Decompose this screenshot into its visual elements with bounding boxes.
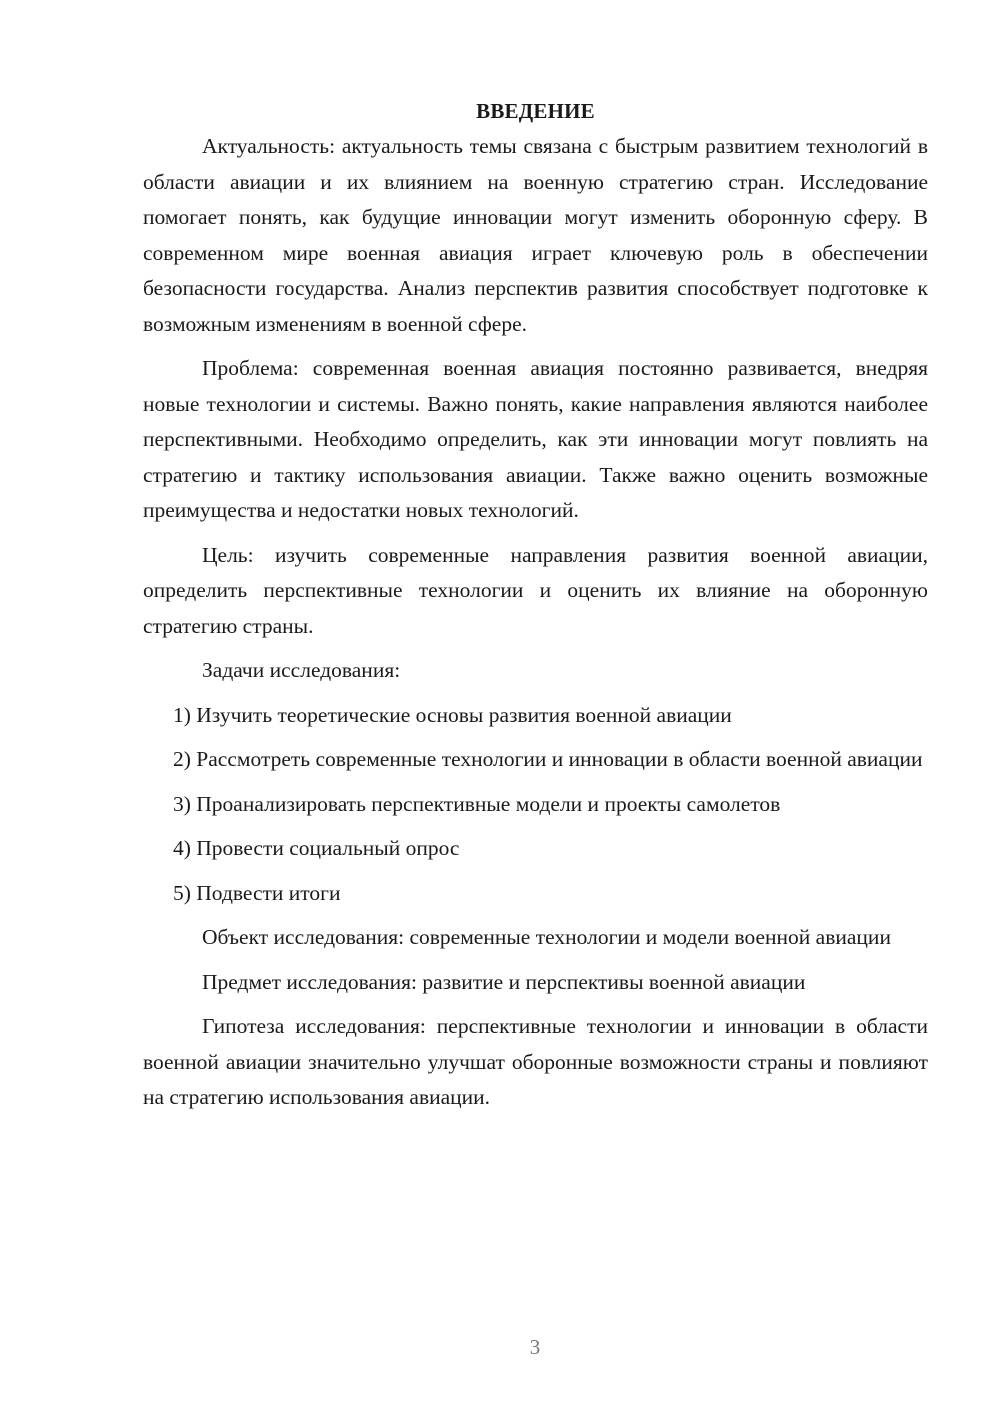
paragraph-subject: Предмет исследования: развитие и перспективы военной авиации [202,969,806,994]
task-item-3: 3) Проанализировать перспективные модели и проекты самолетов [173,791,781,816]
paragraph-goal: Цель: изучить современные направления развития военной авиации, определить перспективные технологии и оценить их влияние на оборонную стратегию страны. [143,542,928,638]
task-item-1: 1) Изучить теоретические основы развития военной авиации [173,702,732,727]
paragraph-relevance: Актуальность: актуальность темы связана с быстрым развитием технологий в области авиации и их влиянием на военную стратегию стран. Исследование помогает понять, как будущие инновации могут изменить оборонную сферу. В современном мире военная авиация играет ключевую роль в обеспечении безопасности государства. Анализ перспектив развития способствует подготовке к возможным изменениям в военной сфере. [143,134,928,336]
task-item-2: 2) Рассмотреть современные технологии и инновации в области военной авиации [173,747,923,771]
paragraph-tasks-title: Задачи исследования: [202,658,401,682]
task-item-4: 4) Провести социальный опрос [173,836,460,860]
document-body [143,94,928,1125]
task-item-5: 5) Подвести итоги [173,880,341,905]
section-heading: ВВЕДЕНИЕ [476,99,595,123]
paragraph-hypothesis: Гипотеза исследования: перспективные технологии и инновации в области военной авиации значительно улучшат оборонные возможности страны и повлияют на стратегию использования авиации. [143,1014,928,1109]
paragraph-object: Объект исследования: современные технологии и модели военной авиации [202,925,891,949]
page-number: 3 [529,1335,541,1359]
paragraph-problem: Проблема: современная военная авиация постоянно развивается, внедряя новые технологии и системы. Важно понять, какие направления являются наиболее перспективными. Необходимо определить, как эти инновации могут повлиять на стратегию и тактику использования авиации. Также важно оценить возможные преимущества и недостатки новых технологий. [143,356,928,522]
